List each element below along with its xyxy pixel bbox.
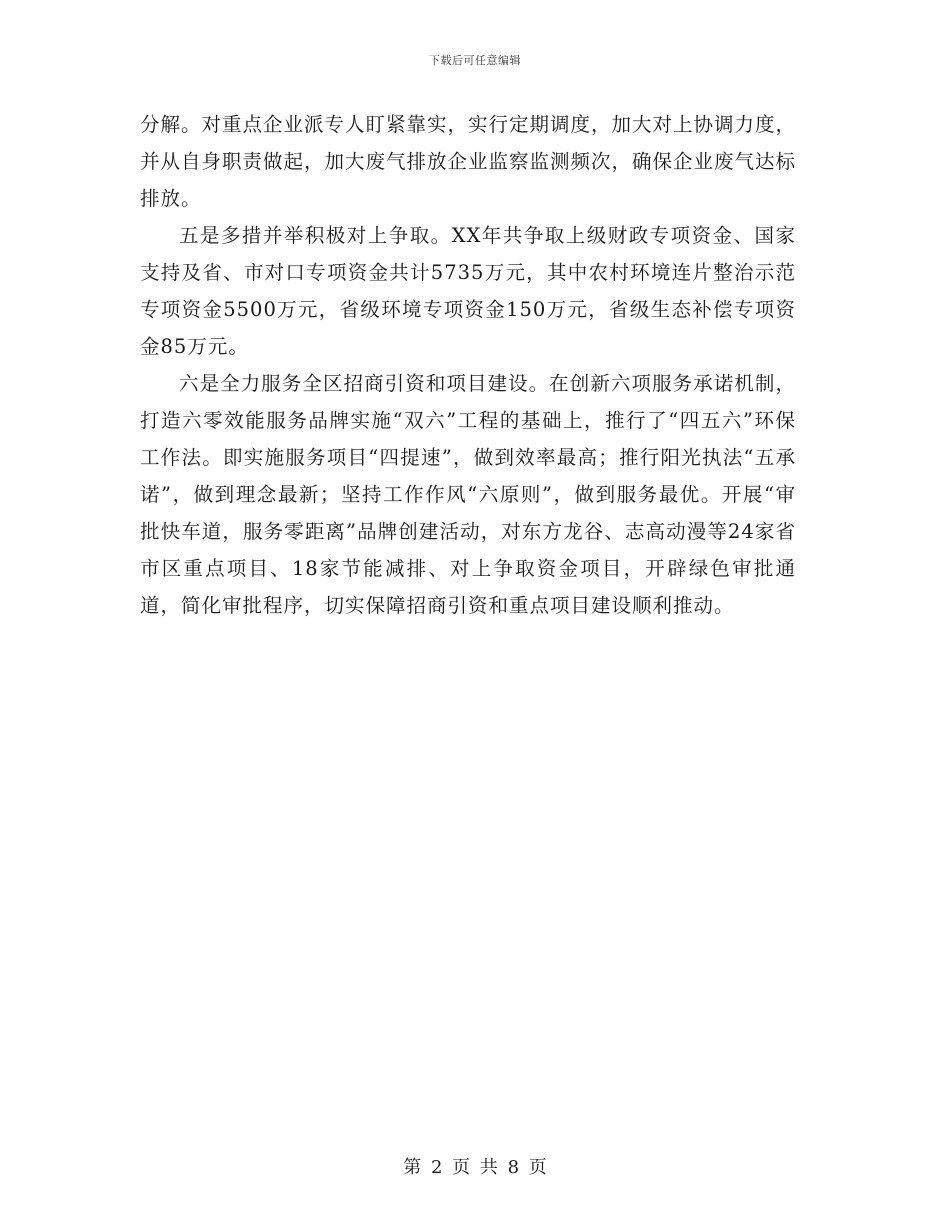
paragraph-continuation: 分解。对重点企业派专人盯紧靠实，实行定期调度，加大对上协调力度，并从自身职责做起，加大废气排放企业监察监测频次，确保企业废气达标排放。 <box>140 113 797 210</box>
paragraph-funding: 五是多措并举积极对上争取。XX年共争取上级财政专项资金、国家支持及省、市对口专项资金共计5735万元，其中农村环境连片整治示范专项资金5500万元，省级环境专项资金150万元，省级生态补偿专项资金85万元。 <box>140 224 796 358</box>
page-number-footer: 第 2 页 共 8 页 <box>403 1157 547 1178</box>
paragraph-investment-service: 六是全力服务全区招商引资和项目建设。在创新六项服务承诺机制，打造六零效能服务品牌实施“双六”工程的基础上，推行了“四五六”环保工作法。即实施服务项目“四提速”，做到效率最高；推行阳光执法“五承诺”，做到理念最新；坚持工作作风“六原则”，做到服务最优。开展“审批快车道，服务零距离”品牌创建活动，对东方龙谷、志高动漫等24家省市区重点项目、18家节能减排、对上争取资金项目，开辟绿色审批通道，简化审批程序，切实保障招商引资和重点项目建设顺利推动。 <box>140 372 796 617</box>
page-header-note: 下载后可任意编辑 <box>429 54 521 67</box>
document-body <box>140 106 796 624</box>
